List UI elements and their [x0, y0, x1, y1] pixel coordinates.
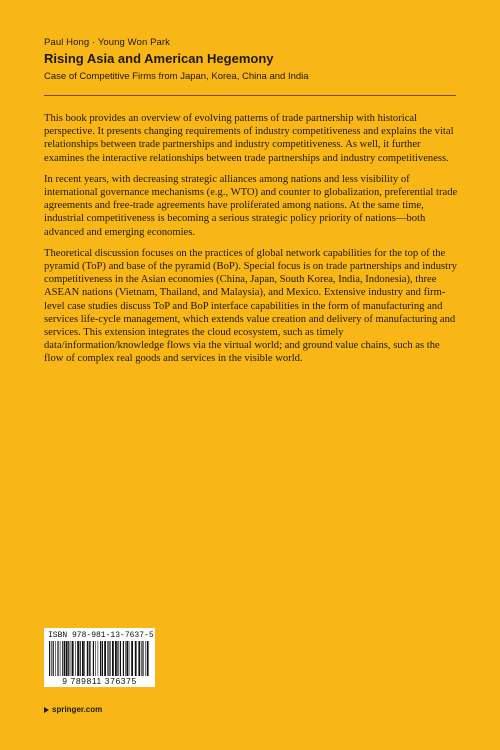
blurb [44, 112, 458, 374]
arrow-right-icon [44, 707, 49, 713]
isbn-label: ISBN 978-981-13-7637-5 [48, 631, 154, 640]
publisher-url: springer.com [52, 705, 103, 714]
divider-rule [44, 95, 456, 96]
isbn-barcode-box [44, 628, 155, 687]
blurb-paragraph: Theoretical discussion focuses on the practices of global network capabilities for the top of the pyramid (ToP) and base of the pyramid (BoP). Special focus is on trade partnerships and industry competitiveness in the Asian economies (China, Japan, South Korea, India, Indonesia), three ASEAN nations (Vietnam, Thailand, and Malaysia), and Mexico. Extensive industry and firm-level case studies discuss ToP and BoP interface capabilities in the form of manufacturing and services life-cycle management, which extends value creation and delivery of manufacturing and services. This extension integrates the cloud ecosystem, such as timely data/information/knowledge flows via the virtual world; and ground value chains, such as the flow of complex real goods and services in the visible world. [44, 247, 457, 365]
blurb-paragraph: This book provides an overview of evolving patterns of trade partnership with historical perspective. It presents changing requirements of industry competitiveness and explains the vital relationships between trade partnerships and industry competitiveness. As well, it further examines the interactive relationships between trade partnerships and industry competitiveness. [44, 113, 454, 164]
barcode-digits: 9 789811 376375 [62, 676, 137, 686]
cover-header [44, 37, 464, 83]
barcode-icon [44, 641, 155, 676]
authors: Paul Hong · Young Won Park [44, 37, 171, 48]
publisher-link[interactable] [44, 705, 102, 715]
book-subtitle: Case of Competitive Firms from Japan, Korea, China and India [44, 71, 309, 82]
blurb-paragraph: In recent years, with decreasing strategic alliances among nations and less visibility of international governance mechanisms (e.g., WTO) and counter to globalization, preferential trade agreements and free-trade agreements have proliferated among nations. At the same time, industrial competitiveness is becoming a serious strategic policy priority of nations—both advanced and emerging economies. [44, 173, 458, 238]
book-title: Rising Asia and American Hegemony [44, 51, 274, 66]
